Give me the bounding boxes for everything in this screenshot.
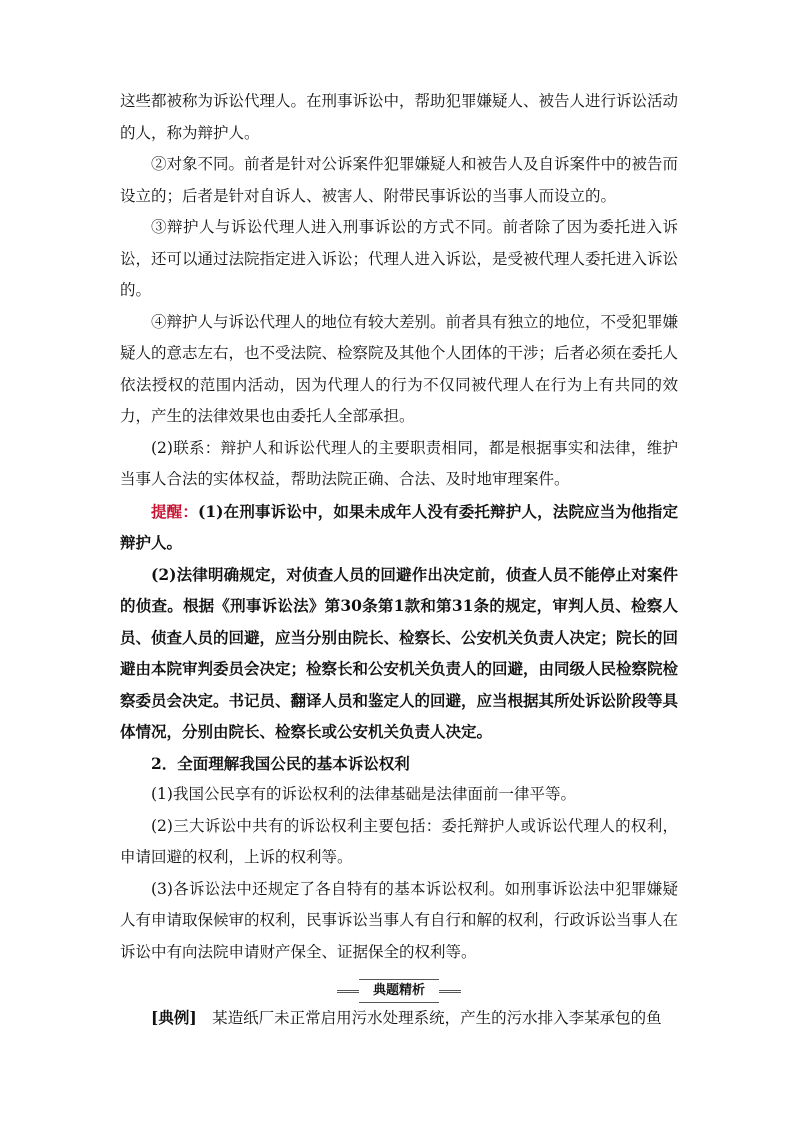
example-label: [典例] xyxy=(151,1008,197,1027)
paragraph-2: ②对象不同。前者是针对公诉案件犯罪嫌疑人和被告人及自诉案件中的被告而设立的；后者是针对自诉人、被害人、附带民事诉讼的当事人而设立的。 xyxy=(120,155,679,205)
section-banner xyxy=(120,974,678,998)
paragraph-5: (2)联系：辩护人和诉讼代理人的主要职责相同，都是根据事实和法律，维护当事人合法的实体权益，帮助法院正确、合法、及时地审理案件。 xyxy=(120,438,678,488)
section-heading-2: 2．全面理解我国公民的基本诉讼权利 xyxy=(151,753,410,773)
reminder-paragraph xyxy=(120,496,678,559)
example-paragraph xyxy=(120,1002,678,1035)
example-text: 某造纸厂未正常启用污水处理系统，产生的污水排入李某承包的鱼 xyxy=(196,1009,662,1027)
paragraph-4: ④辩护人与诉讼代理人的地位有较大差别。前者具有独立的地位，不受犯罪嫌疑人的意志左右，也不受法院、检察院及其他个人团体的干涉；后者必须在委托人依法授权的范围内活动，因为代理人的行为不仅同被代理人在行为上有共同的效力，产生的法律效果也由委托人全部承担。 xyxy=(120,312,679,425)
paragraph-1: 这些都被称为诉讼代理人。在刑事诉讼中，帮助犯罪嫌疑人、被告人进行诉讼活动的人，称为辩护人。 xyxy=(120,92,679,142)
reminder-label: 提醒： xyxy=(151,501,199,521)
reminder-text: (1)在刑事诉讼中，如果未成年人没有委托辩护人，法院应当为他指定辩护人。 xyxy=(120,501,678,552)
paragraph-10: (2)三大诉讼中共有的诉讼权利主要包括：委托辩护人或诉讼代理人的权利，申请回避的权利，上诉的权利等。 xyxy=(120,816,678,866)
paragraph-9: (1)我国公民享有的诉讼权利的法律基础是法律面前一律平等。 xyxy=(151,785,576,803)
paragraph-7: (2)法律明确规定，对侦查人员的回避作出决定前，侦查人员不能停止对案件的侦查。根据《刑事诉讼法》第30条第1款和第31条的规定，审判人员、检察人员、侦查人员的回避，应当分别由院长、检察长、公安机关负责人决定；院长的回避由本院审判委员会决定；检察长和公安机关负责人的回避，由同级人民检察院检察委员会决定。书记员、翻译人员和鉴定人的回避，应当根据其所处诉讼阶段等具体情况，分别由院长、检察长或公安机关负责人决定。 xyxy=(120,564,679,741)
section-banner-label: 典题精析 xyxy=(359,979,439,1003)
document-page xyxy=(120,86,678,1035)
paragraph-11: (3)各诉讼法中还规定了各自特有的基本诉讼权利。如刑事诉讼法中犯罪嫌疑人有申请取保候审的权利，民事诉讼当事人有自行和解的权利，行政诉讼当事人在诉讼中有向法院申请财产保全、证据保全的权利等。 xyxy=(120,879,679,961)
paragraph-3: ③辩护人与诉讼代理人进入刑事诉讼的方式不同。前者除了因为委托进入诉讼，还可以通过法院指定进入诉讼；代理人进入诉讼，是受被代理人委托进入诉讼的。 xyxy=(120,218,679,299)
